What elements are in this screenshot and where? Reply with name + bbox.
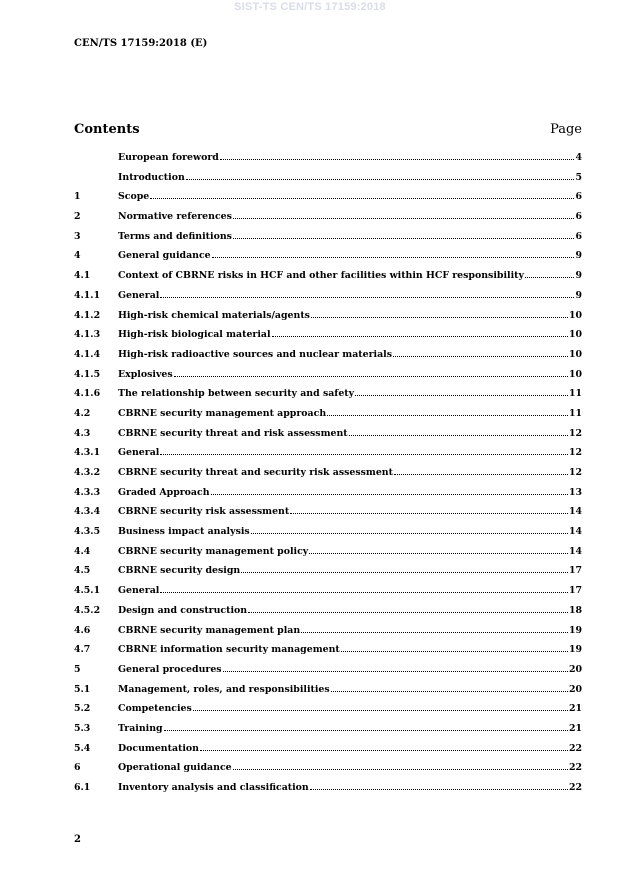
toc-entry[interactable] bbox=[74, 467, 582, 487]
toc-dot-leader bbox=[349, 428, 568, 436]
toc-entry-title: General bbox=[118, 447, 160, 459]
toc-entry-title: General guidance bbox=[118, 250, 211, 262]
toc-dot-leader bbox=[164, 723, 568, 731]
toc-dot-leader bbox=[525, 270, 575, 278]
toc-dot-leader bbox=[341, 644, 568, 652]
toc-dot-leader bbox=[311, 310, 568, 318]
toc-entry[interactable] bbox=[74, 782, 582, 802]
toc-entry[interactable] bbox=[74, 270, 582, 290]
toc-dot-leader bbox=[248, 605, 568, 613]
toc-entry[interactable] bbox=[74, 172, 582, 192]
toc-entry[interactable] bbox=[74, 408, 582, 428]
toc-dot-leader bbox=[211, 487, 568, 495]
toc-dot-leader bbox=[331, 684, 568, 692]
toc-entry-number: 4.1.3 bbox=[74, 329, 101, 341]
toc-entry[interactable] bbox=[74, 369, 582, 389]
toc-entry-title: Terms and definitions bbox=[118, 230, 232, 242]
toc-dot-leader bbox=[309, 546, 568, 554]
toc-entry-title: High-risk chemical materials/agents bbox=[118, 309, 310, 321]
toc-entry-page: 9 bbox=[575, 250, 582, 262]
toc-entry-number: 4.3.1 bbox=[74, 447, 101, 459]
toc-dot-leader bbox=[393, 349, 568, 357]
toc-entry-page: 14 bbox=[568, 506, 582, 518]
toc-entry[interactable] bbox=[74, 250, 582, 270]
toc-entry-page: 17 bbox=[568, 585, 582, 597]
toc-entry-title: Design and construction bbox=[118, 604, 248, 616]
toc-entry-page: 14 bbox=[568, 545, 582, 557]
toc-entry-page: 11 bbox=[568, 388, 582, 400]
toc-entry-page: 10 bbox=[568, 309, 582, 321]
toc-entry-title: CBRNE information security management bbox=[118, 644, 340, 656]
toc-entry-title: General bbox=[118, 585, 160, 597]
toc-entry[interactable] bbox=[74, 644, 582, 664]
toc-entry-number: 5.4 bbox=[74, 742, 91, 754]
toc-entry-number: 5.3 bbox=[74, 722, 91, 734]
toc-entry[interactable] bbox=[74, 329, 582, 349]
toc-entry-title: CBRNE security management plan bbox=[118, 624, 301, 636]
toc-dot-leader bbox=[223, 664, 568, 672]
toc-entry[interactable] bbox=[74, 565, 582, 585]
toc-entry-number: 4.3.2 bbox=[74, 467, 101, 478]
toc-entry-page: 10 bbox=[568, 348, 582, 360]
toc-entry-number: 4.1.5 bbox=[74, 368, 101, 380]
toc-entry-page: 17 bbox=[568, 565, 582, 577]
toc-entry-number: 4.7 bbox=[74, 644, 91, 656]
toc-entry-title: Business impact analysis bbox=[118, 526, 250, 538]
toc-entry-number: 5 bbox=[74, 663, 81, 675]
toc-entry-number: 4.1.2 bbox=[74, 309, 101, 321]
toc-entry-page: 20 bbox=[568, 663, 582, 675]
toc-entry-page: 6 bbox=[575, 211, 582, 223]
toc-entry-page: 20 bbox=[568, 683, 582, 695]
toc-entry[interactable] bbox=[74, 152, 582, 172]
toc-dot-leader bbox=[272, 329, 568, 337]
toc-entry-page: 12 bbox=[568, 467, 582, 478]
toc-entry[interactable] bbox=[74, 487, 582, 507]
toc-entry[interactable] bbox=[74, 211, 582, 231]
toc-entry[interactable] bbox=[74, 664, 582, 684]
toc-entry-title: Inventory analysis and classification bbox=[118, 782, 309, 793]
toc-entry-number: 4.4 bbox=[74, 545, 91, 557]
toc-entry-page: 12 bbox=[568, 427, 582, 439]
toc-entry-number: 6.1 bbox=[74, 782, 91, 793]
toc-entry-page: 6 bbox=[575, 230, 582, 242]
toc-entry-number: 4.6 bbox=[74, 624, 91, 636]
toc-entry-page: 18 bbox=[568, 604, 582, 616]
toc-entry[interactable] bbox=[74, 447, 582, 467]
toc-entry-title: CBRNE security threat and security risk assessment bbox=[118, 467, 393, 478]
toc-entry-number: 4.1.6 bbox=[74, 388, 101, 400]
toc-entry[interactable] bbox=[74, 349, 582, 369]
toc-entry-page: 19 bbox=[568, 624, 582, 636]
toc-entry-page: 10 bbox=[568, 329, 582, 341]
toc-entry-title: Explosives bbox=[118, 368, 173, 380]
toc-entry-number: 4.2 bbox=[74, 407, 91, 419]
toc-entry-title: CBRNE security design bbox=[118, 565, 241, 577]
toc-dot-leader bbox=[186, 172, 575, 180]
toc-entry-title: Normative references bbox=[118, 211, 232, 223]
toc-entry-title: Graded Approach bbox=[118, 486, 210, 498]
toc-entry-title: Context of CBRNE risks in HCF and other facilities within HCF responsibility bbox=[118, 270, 524, 282]
toc-entry-number: 2 bbox=[74, 211, 81, 223]
toc-entry-page: 22 bbox=[568, 782, 582, 793]
toc-entry-page: 10 bbox=[568, 368, 582, 380]
toc-entry-number: 4.1.1 bbox=[74, 289, 101, 301]
toc-entry-title: General procedures bbox=[118, 663, 222, 675]
toc-entry[interactable] bbox=[74, 506, 582, 526]
page-number: 2 bbox=[74, 834, 81, 845]
toc-entry-number: 4.1 bbox=[74, 270, 91, 282]
toc-dot-leader bbox=[174, 369, 568, 377]
toc-entry-title: High-risk radioactive sources and nuclear materials bbox=[118, 348, 393, 360]
toc-dot-leader bbox=[160, 447, 568, 455]
toc-dot-leader bbox=[193, 703, 568, 711]
toc-entry[interactable] bbox=[74, 191, 582, 211]
toc-entry-page: 4 bbox=[575, 152, 582, 163]
toc-entry-number: 4.5 bbox=[74, 565, 91, 577]
toc-entry[interactable] bbox=[74, 625, 582, 645]
toc-dot-leader bbox=[160, 585, 568, 593]
toc-entry-page: 21 bbox=[568, 722, 582, 734]
toc-entry[interactable] bbox=[74, 585, 582, 605]
toc-entry-number: 4 bbox=[74, 250, 81, 262]
toc-dot-leader bbox=[233, 211, 575, 219]
toc-entry-number: 4.1.4 bbox=[74, 348, 101, 360]
table-of-contents bbox=[74, 152, 582, 802]
toc-dot-leader bbox=[301, 625, 568, 633]
toc-entry-title: General bbox=[118, 289, 160, 301]
toc-entry-page: 6 bbox=[575, 191, 582, 203]
toc-entry-page: 14 bbox=[568, 526, 582, 538]
toc-entry-title: High-risk biological material bbox=[118, 329, 271, 341]
toc-dot-leader bbox=[200, 743, 568, 751]
toc-entry-page: 9 bbox=[575, 270, 582, 282]
toc-dot-leader bbox=[160, 290, 574, 298]
toc-entry-number: 3 bbox=[74, 230, 81, 242]
toc-entry-page: 5 bbox=[575, 171, 582, 183]
toc-dot-leader bbox=[327, 408, 568, 416]
toc-entry-title: The relationship between security and safety bbox=[118, 388, 355, 400]
toc-entry[interactable] bbox=[74, 428, 582, 448]
document-id: CEN/TS 17159:2018 (E) bbox=[74, 38, 208, 49]
toc-entry[interactable] bbox=[74, 526, 582, 546]
toc-entry-title: Training bbox=[118, 722, 163, 734]
toc-dot-leader bbox=[290, 506, 568, 514]
toc-entry-number: 4.5.2 bbox=[74, 604, 101, 616]
toc-dot-leader bbox=[251, 526, 568, 534]
toc-entry-title: Competencies bbox=[118, 703, 192, 715]
toc-entry-number: 4.3.3 bbox=[74, 486, 101, 498]
toc-dot-leader bbox=[212, 250, 575, 258]
toc-entry-page: 22 bbox=[568, 742, 582, 754]
toc-entry-title: CBRNE security threat and risk assessment bbox=[118, 427, 348, 439]
toc-entry-page: 11 bbox=[568, 407, 582, 419]
toc-entry-number: 4.5.1 bbox=[74, 585, 101, 597]
toc-entry-number: 4.3.5 bbox=[74, 526, 101, 538]
toc-dot-leader bbox=[241, 565, 568, 573]
toc-entry-number: 4.3.4 bbox=[74, 506, 101, 518]
toc-entry[interactable] bbox=[74, 388, 582, 408]
toc-entry-number: 6 bbox=[74, 762, 81, 774]
toc-entry-number: 4.3 bbox=[74, 427, 91, 439]
toc-entry-number: 5.1 bbox=[74, 683, 91, 695]
toc-entry[interactable] bbox=[74, 290, 582, 310]
toc-dot-leader bbox=[220, 152, 575, 160]
toc-entry[interactable] bbox=[74, 605, 582, 625]
toc-entry-title: Management, roles, and responsibilities bbox=[118, 683, 330, 695]
toc-entry-number: 5.2 bbox=[74, 703, 91, 715]
toc-entry[interactable] bbox=[74, 723, 582, 743]
toc-entry-page: 13 bbox=[568, 486, 582, 498]
toc-entry-title: Introduction bbox=[118, 171, 185, 183]
toc-entry-title: CBRNE security management policy bbox=[118, 545, 309, 557]
toc-entry-title: CBRNE security management approach bbox=[118, 407, 327, 419]
toc-entry[interactable] bbox=[74, 743, 582, 763]
toc-entry-page: 12 bbox=[568, 447, 582, 459]
toc-entry[interactable] bbox=[74, 762, 582, 782]
toc-entry-number: 1 bbox=[74, 191, 81, 203]
contents-title: Contents bbox=[74, 122, 140, 137]
toc-entry[interactable] bbox=[74, 310, 582, 330]
toc-entry[interactable] bbox=[74, 231, 582, 251]
toc-entry-page: 21 bbox=[568, 703, 582, 715]
toc-entry-title: European foreword bbox=[118, 152, 219, 163]
toc-entry[interactable] bbox=[74, 684, 582, 704]
toc-dot-leader bbox=[310, 782, 568, 790]
toc-entry-title: Documentation bbox=[118, 742, 199, 754]
page-column-heading: Page bbox=[550, 122, 582, 137]
toc-dot-leader bbox=[150, 191, 574, 199]
toc-dot-leader bbox=[233, 762, 568, 770]
toc-entry-page: 19 bbox=[568, 644, 582, 656]
toc-entry[interactable] bbox=[74, 703, 582, 723]
toc-dot-leader bbox=[233, 231, 575, 239]
toc-entry-title: Scope bbox=[118, 191, 150, 203]
watermark: SIST-TS CEN/TS 17159:2018 bbox=[234, 1, 386, 13]
toc-entry[interactable] bbox=[74, 546, 582, 566]
toc-entry-title: Operational guidance bbox=[118, 762, 232, 774]
toc-entry-page: 22 bbox=[568, 762, 582, 774]
toc-entry-title: CBRNE security risk assessment bbox=[118, 506, 290, 518]
toc-dot-leader bbox=[394, 467, 568, 475]
toc-entry-page: 9 bbox=[575, 289, 582, 301]
toc-dot-leader bbox=[355, 388, 568, 396]
